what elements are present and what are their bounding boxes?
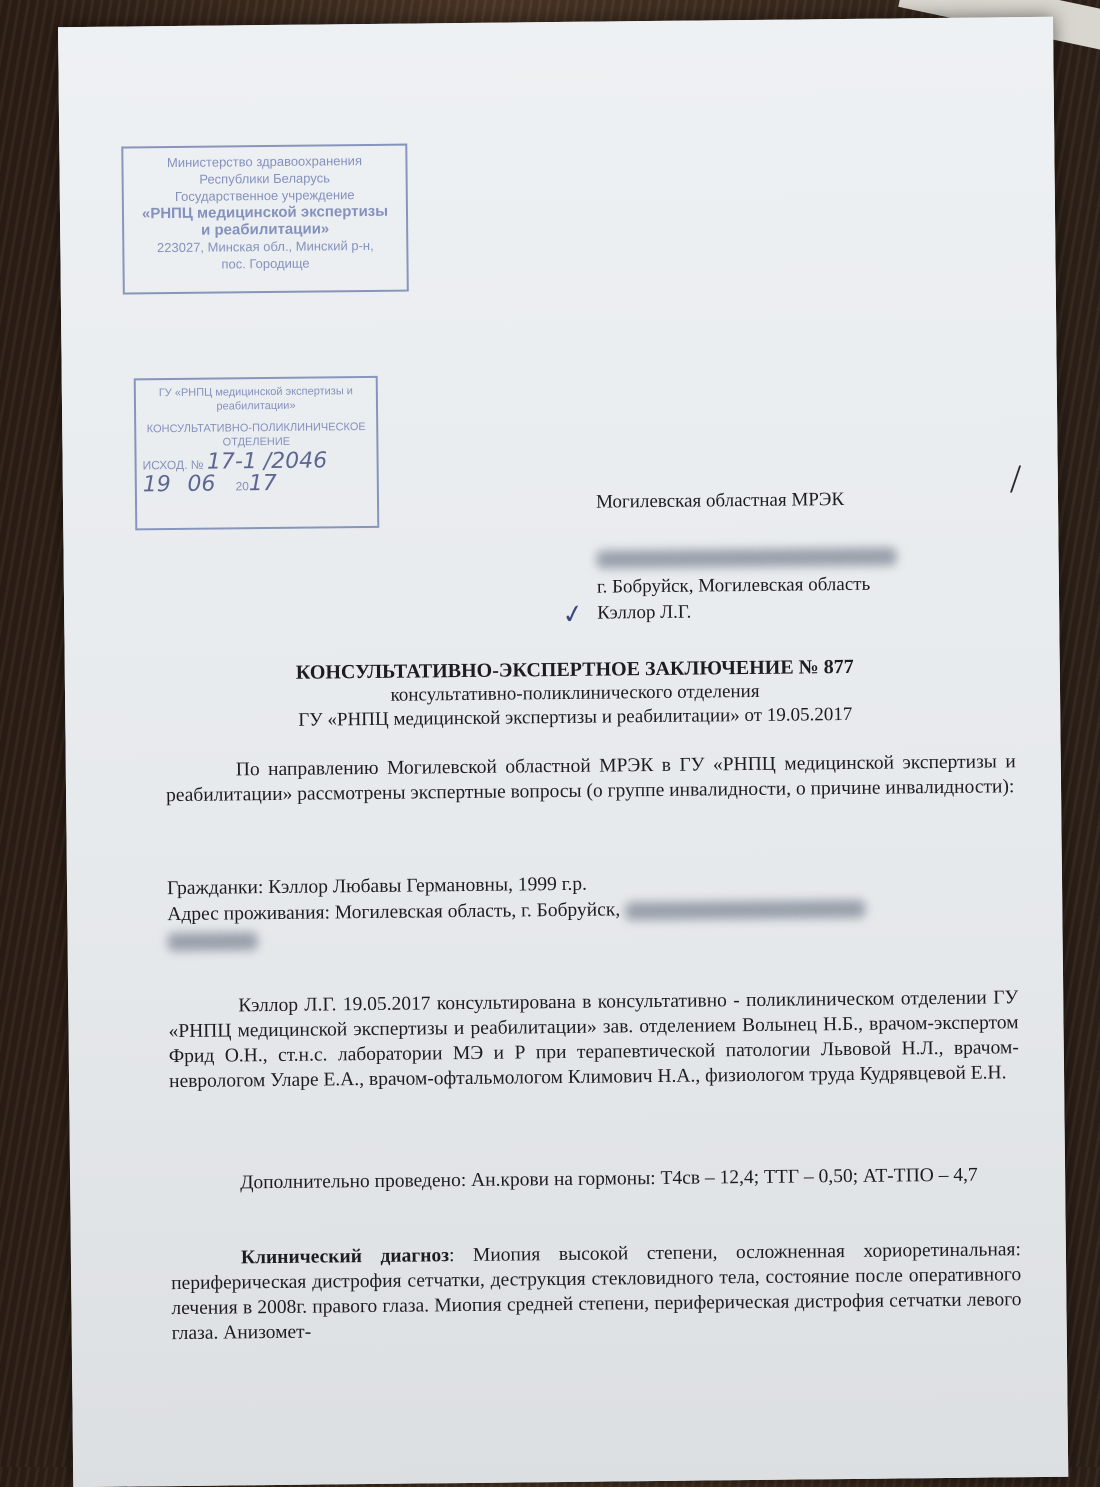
redacted-street: [596, 542, 896, 571]
recipient-city: г. Бобруйск, Могилевская область: [596, 573, 871, 598]
date-month: 06: [187, 471, 216, 497]
date-year-prefix: 20: [235, 479, 249, 494]
outgoing-date-row: [137, 470, 377, 498]
edge-mark: /: [1010, 456, 1022, 501]
stamp-line: «РНПЦ медицинской экспертизы: [141, 202, 389, 223]
diagnosis-label: Клинический диагноз: [240, 1245, 450, 1269]
outgoing-number-row: [137, 448, 377, 475]
stamp-line: и реабилитации»: [200, 220, 330, 239]
intro-paragraph: По направлению Могилевской областной МРЭК в ГУ «РНПЦ медицинской экспертизы и реабилитации» рассмотрены экспертные вопросы (о группе инвалидности, о причине инвалидности):: [165, 751, 1016, 807]
stamp-line: Государственное учреждение: [174, 187, 355, 204]
citizen-line: Гражданки: Кэллор Любавы Германовны, 1999 г.р.: [166, 873, 588, 900]
title-main: КОНСУЛЬТАТИВНО-ЭКСПЕРТНОЕ ЗАКЛЮЧЕНИЕ № 877: [295, 655, 854, 684]
stamp-dept: КОНСУЛЬТАТИВНО-ПОЛИКЛИНИЧЕСКОЕ ОТДЕЛЕНИЕ: [146, 421, 366, 449]
stamp-line: 223027, Минская обл., Минский р-н,: [156, 237, 374, 256]
recipient-org: Могилевская областная МРЭК: [595, 489, 845, 513]
title-dept: консультативно-поликлинического отделения: [390, 680, 760, 706]
institution-stamp: [121, 144, 409, 295]
address-text: Адрес проживания: Могилевская область, г. Бобруйск,: [167, 899, 621, 926]
stamp-line: пос. Городище: [221, 255, 310, 272]
stamp-org: ГУ «РНПЦ медицинской экспертизы и реабилитации»: [158, 385, 353, 413]
redacted-address: [625, 899, 865, 920]
registration-stamp: [134, 376, 380, 531]
consultation-paragraph: Кэллор Л.Г. 19.05.2017 консультирована в консультативно - поликлиническом отделении ГУ «РНПЦ медицинской экспертизы и реабилитации» зав. отделением Волынец Н.Б., врачом-экспертом Фрид О.Н., ст.н.с. лаборатории МЭ и Р при терапевтической патологии Львовой Н.Л., врачом-неврологом Уларе Е.А., врачом-офтальмологом Климович Н.А., физиологом труда Кудрявцевой Е.Н.: [168, 987, 1019, 1093]
tests-paragraph: Дополнительно проведено: Ан.крови на гормоны: Т4св – 12,4; ТТГ – 0,50; АТ-ТПО – 4,7: [240, 1164, 978, 1194]
recipient-name: Кэллор Л.Г.: [597, 601, 692, 624]
stamp-line: Министерство здравоохранения: [166, 153, 363, 171]
stamp-line: Республики Беларусь: [199, 170, 331, 187]
outgoing-number: 17-1 /2046: [206, 448, 328, 475]
outgoing-label: ИСХОД. №: [142, 457, 204, 473]
check-mark-icon: ✓: [559, 598, 587, 631]
document-title: [165, 654, 986, 735]
document-page: [58, 17, 1068, 1487]
diagnosis-text: : Миопия высокой степени, осложненная хориоретинальная: периферическая дистрофия сетчатки, деструкция стекловидного тела, состояние после оперативного лечения в 2008г. правого глаза. Миопия средней степени, периферическая дистрофия сетчатки левого глаза. Анизомет-: [171, 1239, 1022, 1345]
date-year-suffix: 17: [248, 470, 277, 497]
diagnosis-paragraph: [171, 1237, 1022, 1346]
title-institution: ГУ «РНПЦ медицинской экспертизы и реабилитации» от 19.05.2017: [298, 703, 853, 731]
date-day: 19: [142, 472, 171, 498]
